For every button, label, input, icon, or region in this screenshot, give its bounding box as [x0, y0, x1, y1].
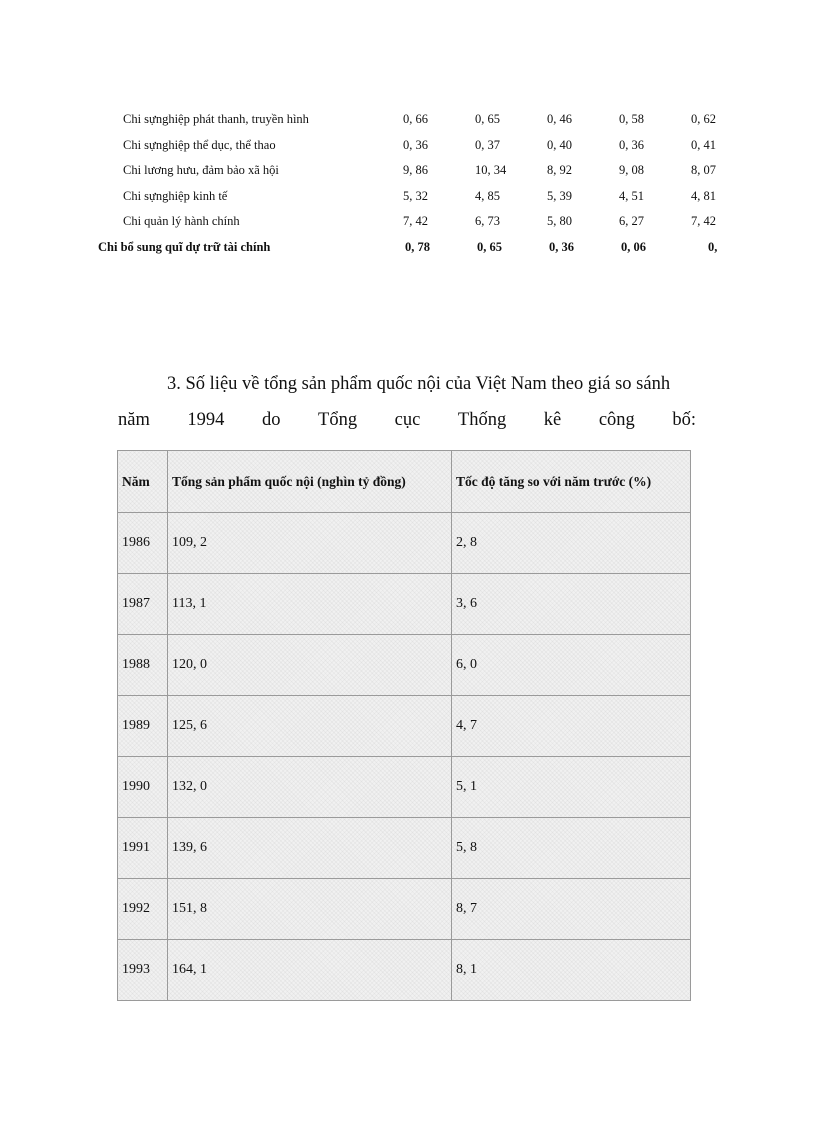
- budget-value: 8, 92: [547, 163, 572, 177]
- budget-value: 0, 41: [691, 137, 716, 152]
- year-cell: 1988: [118, 635, 168, 696]
- heading-word: cục: [394, 410, 421, 430]
- budget-row: [0, 159, 816, 185]
- year-cell: 1989: [118, 696, 168, 757]
- budget-row-reserve-fund: [0, 236, 816, 262]
- budget-value: 0, 65: [477, 239, 502, 254]
- budget-value: 5, 32: [403, 188, 428, 203]
- budget-expenditure-table: [0, 108, 816, 261]
- year-cell: 1986: [118, 513, 168, 574]
- budget-row-label: Chi lương hưu, đảm bảo xã hội: [123, 163, 279, 177]
- gdp-cell: 120, 0: [168, 635, 452, 696]
- budget-row-label: Chi sựnghiệp thể dục, thể thao: [123, 137, 276, 152]
- budget-row-label: Chi bổ sung quĩ dự trữ tài chính: [98, 239, 271, 254]
- budget-row: [0, 210, 816, 236]
- budget-value: 4, 81: [691, 188, 716, 203]
- budget-value: 0, 46: [547, 112, 572, 126]
- budget-value: 0, 06: [621, 239, 646, 254]
- budget-row: [0, 185, 816, 211]
- budget-value: 0, 65: [475, 112, 500, 126]
- header-growth: Tốc độ tăng so với năm trước (%): [452, 451, 691, 513]
- budget-value: 4, 51: [619, 188, 644, 203]
- growth-cell: 4, 7: [452, 696, 691, 757]
- budget-value: 0, 66: [403, 112, 428, 126]
- budget-value: 0, 40: [547, 137, 572, 152]
- heading-word: năm: [118, 410, 150, 430]
- table-row: [118, 513, 691, 574]
- table-row: [118, 940, 691, 1001]
- budget-value: 9, 86: [403, 163, 428, 177]
- budget-value: 9, 08: [619, 163, 644, 177]
- section-heading-line1: 3. Số liệu về tổng sản phẩm quốc nội của Việt Nam theo giá so sánh: [167, 374, 671, 394]
- table-row: [118, 574, 691, 635]
- growth-cell: 5, 8: [452, 818, 691, 879]
- growth-cell: 2, 8: [452, 513, 691, 574]
- budget-value: 0, 36: [403, 137, 428, 152]
- budget-value: 4, 85: [475, 188, 500, 203]
- budget-value: 10, 34: [475, 163, 507, 177]
- budget-value: 8, 07: [691, 163, 716, 177]
- table-row: [118, 818, 691, 879]
- heading-word: Tổng: [318, 410, 358, 430]
- budget-value: 0, 36: [549, 239, 574, 254]
- budget-value: 0,: [708, 239, 718, 254]
- heading-word: Thống: [457, 410, 507, 430]
- year-cell: 1990: [118, 757, 168, 818]
- growth-cell: 8, 7: [452, 879, 691, 940]
- gdp-cell: 132, 0: [168, 757, 452, 818]
- budget-row: [0, 108, 816, 134]
- section-heading-line2: [118, 410, 696, 431]
- header-gdp: Tổng sản phẩm quốc nội (nghìn tỷ đồng): [168, 451, 452, 513]
- gdp-cell: 109, 2: [168, 513, 452, 574]
- year-cell: 1993: [118, 940, 168, 1001]
- table-header-row: [118, 451, 691, 513]
- table-row: [118, 696, 691, 757]
- gdp-cell: 151, 8: [168, 879, 452, 940]
- budget-value: 0, 37: [475, 137, 500, 152]
- budget-value: 0, 58: [619, 112, 644, 126]
- heading-word: bố:: [672, 410, 696, 430]
- budget-value: 0, 78: [405, 239, 430, 254]
- budget-value: 5, 80: [547, 214, 572, 228]
- year-cell: 1992: [118, 879, 168, 940]
- heading-word: kê: [543, 410, 562, 430]
- budget-row-label: Chi sựnghiệp phát thanh, truyền hình: [123, 112, 309, 126]
- table-row: [118, 635, 691, 696]
- header-year: Năm: [118, 451, 168, 513]
- growth-cell: 3, 6: [452, 574, 691, 635]
- gdp-cell: 139, 6: [168, 818, 452, 879]
- gdp-cell: 113, 1: [168, 574, 452, 635]
- budget-value: 5, 39: [547, 188, 572, 203]
- budget-value: 6, 27: [619, 214, 644, 228]
- growth-cell: 5, 1: [452, 757, 691, 818]
- heading-word: 1994: [187, 410, 225, 430]
- budget-value: 6, 73: [475, 214, 500, 228]
- budget-value: 0, 36: [619, 137, 644, 152]
- table-row: [118, 757, 691, 818]
- budget-row-label: Chi sựnghiệp kinh tế: [123, 188, 228, 203]
- budget-value: 7, 42: [403, 214, 428, 228]
- heading-word: công: [598, 410, 635, 430]
- heading-word: do: [261, 410, 281, 430]
- year-cell: 1987: [118, 574, 168, 635]
- budget-value: 0, 62: [691, 112, 716, 126]
- gdp-cell: 125, 6: [168, 696, 452, 757]
- gdp-cell: 164, 1: [168, 940, 452, 1001]
- year-cell: 1991: [118, 818, 168, 879]
- table-row: [118, 879, 691, 940]
- growth-cell: 8, 1: [452, 940, 691, 1001]
- growth-cell: 6, 0: [452, 635, 691, 696]
- gdp-table: [117, 450, 691, 1001]
- budget-row-label: Chi quản lý hành chính: [123, 214, 240, 228]
- budget-value: 7, 42: [691, 214, 716, 228]
- budget-row: [0, 134, 816, 160]
